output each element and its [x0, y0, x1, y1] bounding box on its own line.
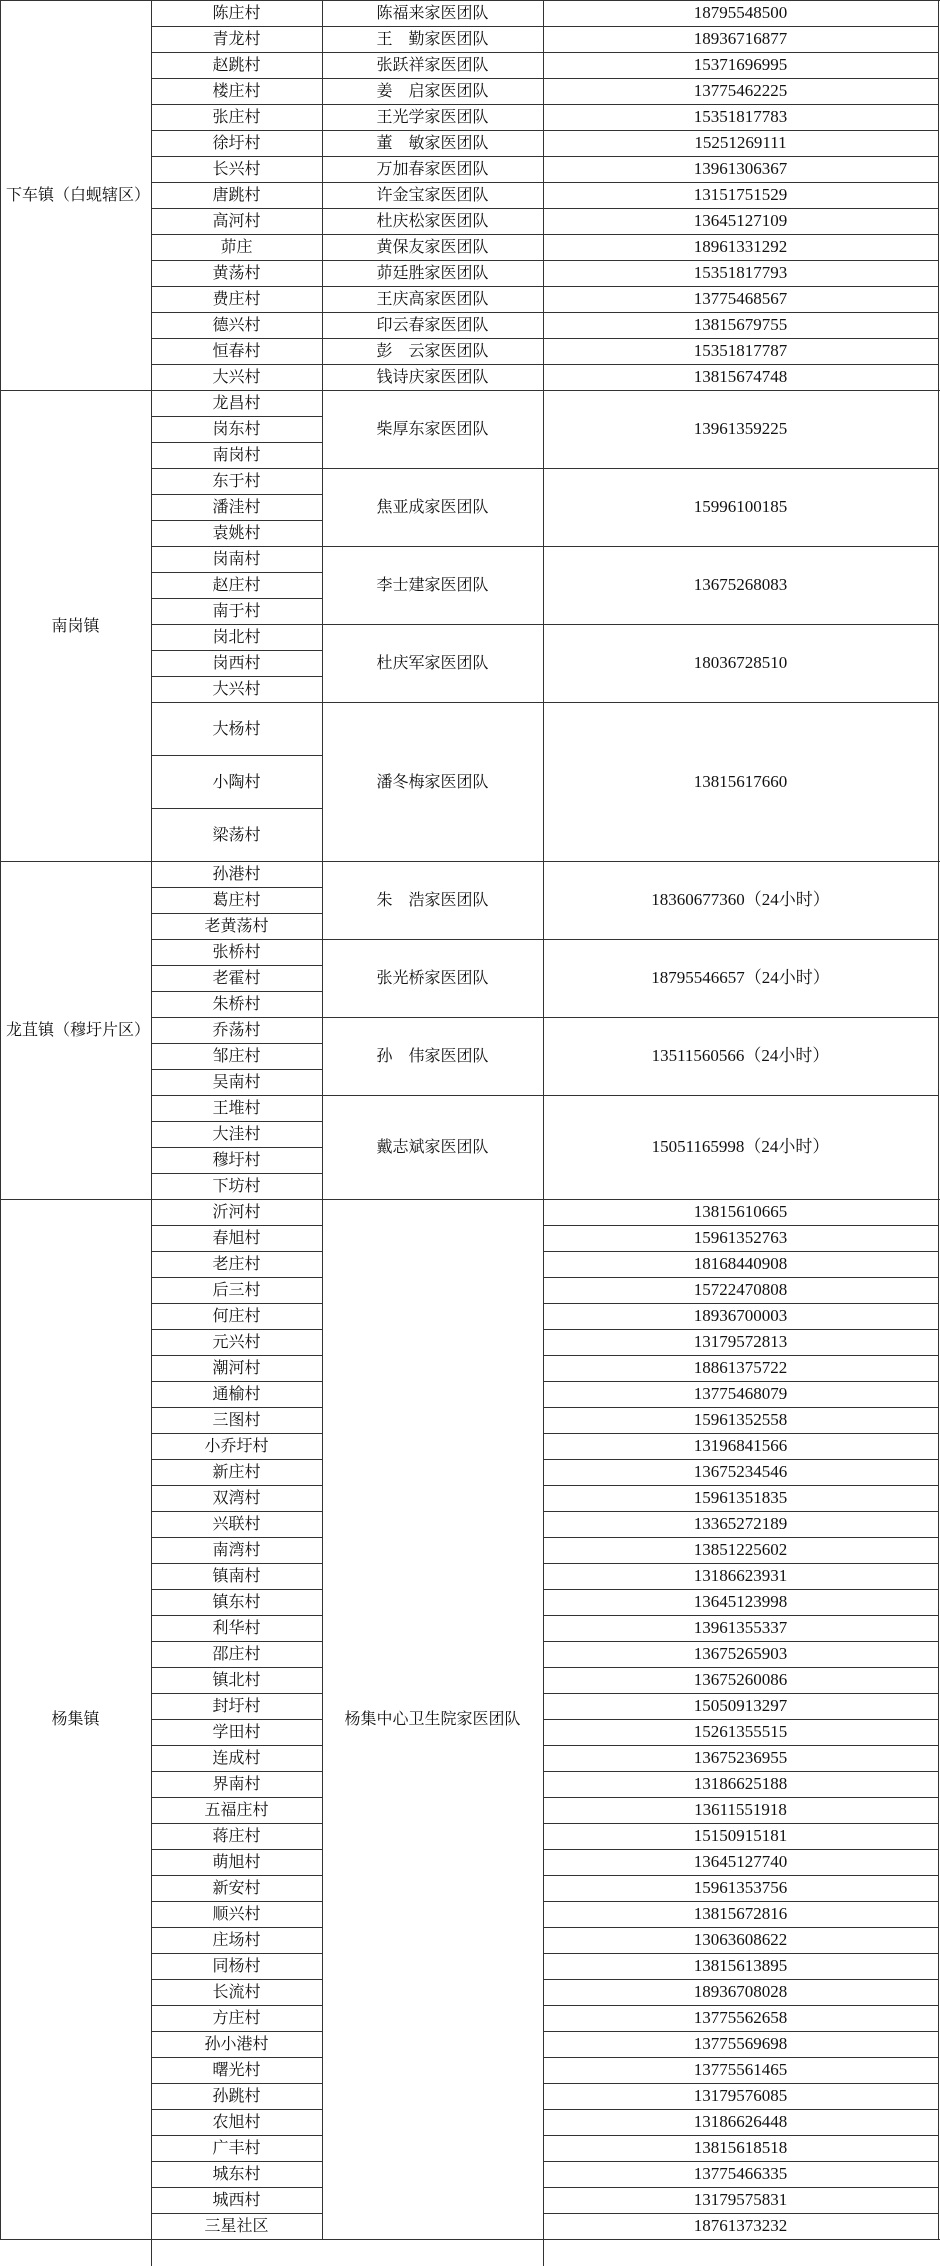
team-phone: 13151751529 — [693, 185, 788, 204]
team-name: 钱诗庆家医团队 — [376, 367, 489, 386]
team-phone: 13775466335 — [693, 2164, 788, 2183]
village-name: 蒋庄村 — [212, 1826, 261, 1845]
village-name: 兴联村 — [212, 1514, 261, 1533]
team-phone: 13775562658 — [693, 2008, 788, 2027]
village-name: 陈庄村 — [212, 3, 261, 22]
village-name: 老黄荡村 — [204, 916, 269, 935]
team-phone: 13961359225 — [693, 419, 788, 438]
village-name: 城西村 — [212, 2190, 261, 2209]
village-name: 大杨村 — [212, 718, 261, 738]
village-name: 三图村 — [212, 1410, 261, 1429]
team-phone: 15996100185 — [693, 497, 788, 516]
village-name: 新庄村 — [212, 1462, 261, 1481]
team-phone: 18936716877 — [693, 29, 788, 48]
team-phone: 15961351835 — [693, 1488, 788, 1507]
team-phone: 18036728510 — [693, 653, 788, 672]
team-phone: 13775462225 — [693, 81, 788, 100]
team-name: 王庆高家医团队 — [376, 289, 489, 308]
team-phone: 13815672816 — [693, 1904, 788, 1923]
team-name: 姜 启家医团队 — [376, 81, 489, 100]
team-phone: 13815679755 — [693, 315, 788, 334]
village-name: 岗东村 — [212, 419, 261, 438]
team-phone: 15961352763 — [693, 1228, 788, 1247]
team-name: 杨集中心卫生院家医团队 — [344, 1709, 521, 1728]
team-name: 许金宝家医团队 — [376, 185, 489, 204]
team-phone: 15961353756 — [693, 1878, 788, 1897]
village-name: 元兴村 — [212, 1332, 261, 1351]
village-name: 老霍村 — [212, 968, 261, 987]
village-name: 乔荡村 — [212, 1020, 261, 1039]
village-name: 张桥村 — [212, 942, 261, 961]
team-name: 杜庆军家医团队 — [376, 653, 489, 672]
village-name: 黄荡村 — [212, 263, 261, 282]
village-name: 城东村 — [212, 2164, 261, 2183]
team-phone: 18861375722 — [693, 1358, 788, 1377]
village-name: 萌旭村 — [212, 1852, 261, 1871]
team-name: 朱 浩家医团队 — [376, 890, 489, 909]
team-phone: 13365272189 — [693, 1514, 788, 1533]
village-name: 葛庄村 — [212, 890, 261, 909]
village-name: 高河村 — [212, 211, 261, 230]
team-name: 焦亚成家医团队 — [376, 497, 489, 516]
village-name: 岗西村 — [212, 653, 261, 672]
village-name: 曙光村 — [212, 2060, 261, 2079]
village-name: 赵庄村 — [212, 575, 261, 594]
team-phone: 18936700003 — [693, 1306, 788, 1325]
column-border — [543, 2239, 544, 2266]
village-name: 小乔圩村 — [204, 1436, 269, 1455]
village-name: 镇南村 — [212, 1566, 261, 1585]
village-name: 庄场村 — [212, 1930, 261, 1949]
town-name: 杨集镇 — [51, 1709, 100, 1728]
team-phone: 13815613895 — [693, 1956, 788, 1975]
village-name: 赵跳村 — [212, 55, 261, 74]
team-phone: 18795548500 — [693, 3, 788, 22]
village-name: 梁荡村 — [212, 824, 261, 844]
team-name: 王光学家医团队 — [376, 107, 489, 126]
team-phone: 13063608622 — [693, 1930, 788, 1949]
village-name: 农旭村 — [212, 2112, 261, 2131]
team-phone: 15051165998（24小时） — [651, 1137, 830, 1156]
team-phone: 18936708028 — [693, 1982, 788, 2001]
team-phone: 15722470808 — [693, 1280, 788, 1299]
village-name: 潮河村 — [212, 1358, 261, 1377]
team-name: 印云春家医团队 — [376, 315, 489, 334]
column-border — [938, 0, 939, 2239]
village-name: 德兴村 — [212, 315, 261, 334]
team-phone: 13775569698 — [693, 2034, 788, 2053]
team-phone: 13961306367 — [693, 159, 788, 178]
town-name: 龙苴镇（穆圩片区） — [6, 1020, 151, 1039]
village-name: 新安村 — [212, 1878, 261, 1897]
village-name: 镇东村 — [212, 1592, 261, 1611]
team-name: 董 敏家医团队 — [376, 133, 489, 152]
village-name: 张庄村 — [212, 107, 261, 126]
team-phone: 13775468567 — [693, 289, 788, 308]
village-name: 恒春村 — [212, 341, 261, 360]
village-name: 穆圩村 — [212, 1150, 261, 1169]
team-phone: 13186625188 — [693, 1774, 788, 1793]
village-name: 岗北村 — [212, 627, 261, 646]
village-name: 邵庄村 — [212, 1644, 261, 1663]
village-name: 东于村 — [212, 471, 261, 490]
team-phone: 13675234546 — [693, 1462, 788, 1481]
team-name: 万加春家医团队 — [376, 159, 489, 178]
column-border — [151, 0, 152, 2239]
team-phone: 13179576085 — [693, 2086, 788, 2105]
team-phone: 13645123998 — [693, 1592, 788, 1611]
team-phone: 13815674748 — [693, 367, 788, 386]
village-name: 同杨村 — [212, 1956, 261, 1975]
village-name: 王堆村 — [212, 1098, 261, 1117]
team-phone: 13775468079 — [693, 1384, 788, 1403]
team-name: 杜庆松家医团队 — [376, 211, 489, 230]
team-phone: 13645127109 — [693, 211, 788, 230]
team-phone: 13179575831 — [693, 2190, 788, 2209]
team-name: 张光桥家医团队 — [376, 968, 489, 987]
village-name: 下坊村 — [212, 1176, 261, 1195]
village-name: 封圩村 — [212, 1696, 261, 1715]
village-name: 孙跳村 — [212, 2086, 261, 2105]
team-name: 张跃祥家医团队 — [376, 55, 489, 74]
village-name: 沂河村 — [212, 1202, 261, 1221]
team-phone: 13645127740 — [693, 1852, 788, 1871]
team-phone: 13815618518 — [693, 2138, 788, 2157]
team-phone: 18761373232 — [693, 2216, 788, 2235]
village-name: 岗南村 — [212, 549, 261, 568]
team-phone: 13675268083 — [693, 575, 788, 594]
team-phone: 13675265903 — [693, 1644, 788, 1663]
village-name: 南于村 — [212, 601, 261, 620]
village-name: 后三村 — [212, 1280, 261, 1299]
village-name: 费庄村 — [212, 289, 261, 308]
team-phone: 13179572813 — [693, 1332, 788, 1351]
team-phone: 15050913297 — [693, 1696, 788, 1715]
team-phone: 18961331292 — [693, 237, 788, 256]
village-name: 长兴村 — [212, 159, 261, 178]
village-name: 镇北村 — [212, 1670, 261, 1689]
village-name: 南岗村 — [212, 445, 261, 464]
team-name: 潘冬梅家医团队 — [376, 771, 489, 791]
village-name: 方庄村 — [212, 2008, 261, 2027]
team-name: 茆廷胜家医团队 — [376, 263, 489, 282]
village-name: 朱桥村 — [212, 994, 261, 1013]
team-name: 陈福来家医团队 — [376, 3, 489, 22]
team-phone: 18795546657（24小时） — [651, 968, 830, 987]
village-name: 青龙村 — [212, 29, 261, 48]
village-name: 界南村 — [212, 1774, 261, 1793]
village-name: 春旭村 — [212, 1228, 261, 1247]
village-name: 大兴村 — [212, 679, 261, 698]
village-name: 五福庄村 — [204, 1800, 269, 1819]
village-name: 长流村 — [212, 1982, 261, 2001]
column-border — [543, 0, 544, 2239]
column-border — [0, 0, 1, 2239]
village-name: 大兴村 — [212, 367, 261, 386]
team-name: 柴厚东家医团队 — [376, 419, 489, 438]
row-border — [0, 2239, 940, 2240]
team-phone: 15351817783 — [693, 107, 788, 126]
team-phone: 13851225602 — [693, 1540, 788, 1559]
village-name: 三星社区 — [204, 2216, 269, 2235]
town-name: 下车镇（白蚬辖区） — [6, 185, 151, 204]
team-phone: 18360677360（24小时） — [651, 890, 830, 909]
team-phone: 15371696995 — [693, 55, 788, 74]
village-name: 大洼村 — [212, 1124, 261, 1143]
team-phone: 15351817787 — [693, 341, 788, 360]
town-name: 南岗镇 — [51, 615, 100, 635]
column-border — [322, 0, 323, 2239]
village-name: 徐圩村 — [212, 133, 261, 152]
village-name: 顺兴村 — [212, 1904, 261, 1923]
team-phone: 13961355337 — [693, 1618, 788, 1637]
village-name: 双湾村 — [212, 1488, 261, 1507]
team-phone: 13186626448 — [693, 2112, 788, 2131]
team-phone: 13815617660 — [693, 771, 788, 791]
team-phone: 13675260086 — [693, 1670, 788, 1689]
team-phone: 18168440908 — [693, 1254, 788, 1273]
village-name: 唐跳村 — [212, 185, 261, 204]
village-name: 潘洼村 — [212, 497, 261, 516]
village-name: 邹庄村 — [212, 1046, 261, 1065]
team-phone: 13511560566（24小时） — [651, 1046, 830, 1065]
village-name: 学田村 — [212, 1722, 261, 1741]
team-name: 戴志斌家医团队 — [376, 1137, 489, 1156]
village-name: 何庄村 — [212, 1306, 261, 1325]
village-name: 南湾村 — [212, 1540, 261, 1559]
team-phone: 13196841566 — [693, 1436, 788, 1455]
village-name: 连成村 — [212, 1748, 261, 1767]
column-border — [151, 2239, 152, 2266]
village-name: 孙小港村 — [204, 2034, 269, 2053]
team-name: 李士建家医团队 — [376, 575, 489, 594]
village-name: 广丰村 — [212, 2138, 261, 2157]
team-name: 王 勤家医团队 — [376, 29, 489, 48]
village-name: 老庄村 — [212, 1254, 261, 1273]
team-phone: 13815610665 — [693, 1202, 788, 1221]
village-name: 孙港村 — [212, 864, 261, 883]
village-name: 吴南村 — [212, 1072, 261, 1091]
team-phone: 13611551918 — [694, 1800, 787, 1819]
team-phone: 15261355515 — [693, 1722, 788, 1741]
village-name: 袁姚村 — [212, 523, 261, 542]
team-phone: 13186623931 — [693, 1566, 788, 1585]
team-phone: 13775561465 — [693, 2060, 788, 2079]
team-phone: 15961352558 — [693, 1410, 788, 1429]
village-name: 龙昌村 — [212, 393, 261, 412]
village-name: 利华村 — [212, 1618, 261, 1637]
team-name: 彭 云家医团队 — [376, 341, 489, 360]
village-name: 通榆村 — [212, 1384, 261, 1403]
team-phone: 15351817793 — [693, 263, 788, 282]
village-name: 小陶村 — [212, 771, 261, 791]
team-phone: 13675236955 — [693, 1748, 788, 1767]
team-name: 孙 伟家医团队 — [376, 1046, 489, 1065]
team-phone: 15150915181 — [693, 1826, 788, 1845]
team-name: 黄保友家医团队 — [376, 237, 489, 256]
village-name: 楼庄村 — [212, 81, 261, 100]
village-name: 茆庄 — [220, 237, 253, 256]
team-phone: 15251269111 — [694, 133, 787, 152]
